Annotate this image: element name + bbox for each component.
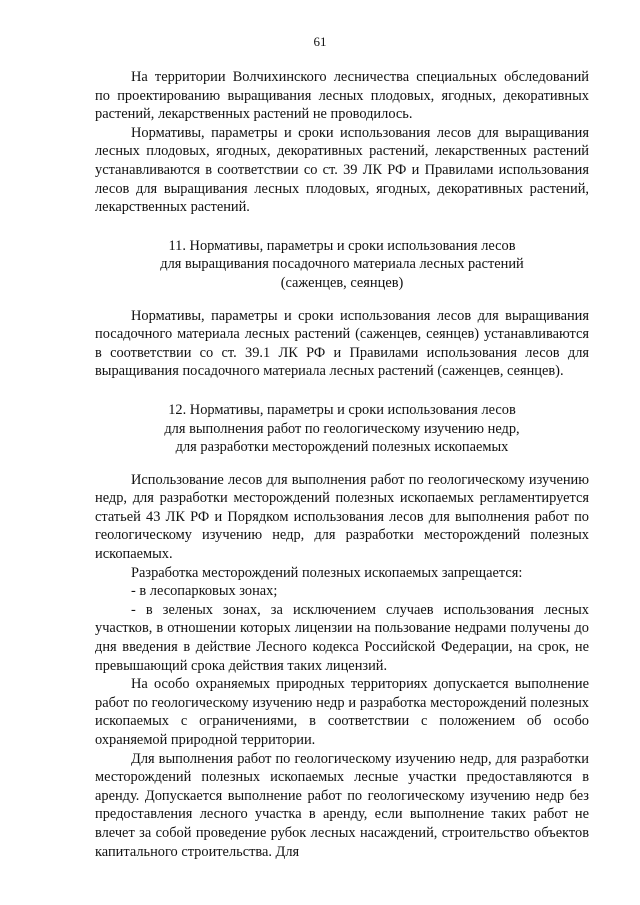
list-item-green-zones: - в зеленых зонах, за исключением случаев использования лесных участков, в отношении которых лицензии на пользование недрами получены до дня введения в действие Лесного кодекса Российской Федерации, на срок, не превышающий срока действия таких лицензий. — [95, 601, 589, 674]
paragraph-intro-2: Нормативы, параметры и сроки использования лесов для выращивания лесных плодовых, ягодных, декоративных растений, лекарственных растений устанавливаются в соответствии со ст. 39 ЛК РФ и Правилами использования лесов для выращивания лесных плодовых, ягодных, декоративных растений, лекарственных растений. — [95, 124, 589, 216]
section-11-heading-line-1: 11. Нормативы, параметры и сроки использования лесов — [168, 237, 516, 254]
page-content — [95, 68, 589, 861]
section-11-heading-line-2: для выращивания посадочного материала лесных растений — [160, 256, 524, 273]
section-12-paragraph-2: Разработка месторождений полезных ископаемых запрещается: — [131, 564, 523, 581]
section-11-paragraph: Нормативы, параметры и сроки использования лесов для выращивания посадочного материала лесных растений (саженцев, сеянцев) устанавливаются в соответствии со ст. 39.1 ЛК РФ и Правилами использования лесов для выращивания посадочного материала лесных растений (саженцев, сеянцев). — [95, 307, 589, 380]
section-12-paragraph-1: Использование лесов для выполнения работ по геологическому изучению недр, для разработки месторождений полезных ископаемых регламентируется статьей 43 ЛК РФ и Порядком использования лесов для выполнения работ по геологическому изучению недр, для разработки месторождений полезных ископаемых. — [95, 471, 589, 563]
section-11-heading — [95, 237, 589, 293]
section-12-heading — [95, 401, 589, 457]
page-number: 61 — [313, 34, 327, 49]
section-12-heading-line-3: для разработки месторождений полезных ископаемых — [175, 439, 509, 456]
paragraph-intro-1: На территории Волчихинского лесничества специальных обследований по проектированию выращивания лесных плодовых, ягодных, декоративных растений, лекарственных растений не проводилось. — [95, 69, 589, 123]
section-12-heading-line-1: 12. Нормативы, параметры и сроки использования лесов — [168, 401, 516, 418]
section-12-paragraph-4: Для выполнения работ по геологическому изучению недр, для разработки месторождений полезных ископаемых лесные участки предоставляются в аренду. Допускается выполнение работ по геологическому изучению недр без предоставления лесного участка в аренду, если выполнение таких работ не влечет за собой проведение рубок лесных насаждений, строительство объектов капитального строительства. Для — [95, 750, 589, 860]
section-12-paragraph-3: На особо охраняемых природных территориях допускается выполнение работ по геологическому изучению недр и разработка месторождений полезных ископаемых с ограничениями, в соответствии с положением об особо охраняемой природной территории. — [95, 676, 589, 748]
section-11-heading-line-3: (саженцев, сеянцев) — [280, 274, 404, 291]
list-item-parks: - в лесопарковых зонах; — [131, 583, 278, 600]
section-12-heading-line-2: для выполнения работ по геологическому изучению недр, — [164, 420, 520, 437]
